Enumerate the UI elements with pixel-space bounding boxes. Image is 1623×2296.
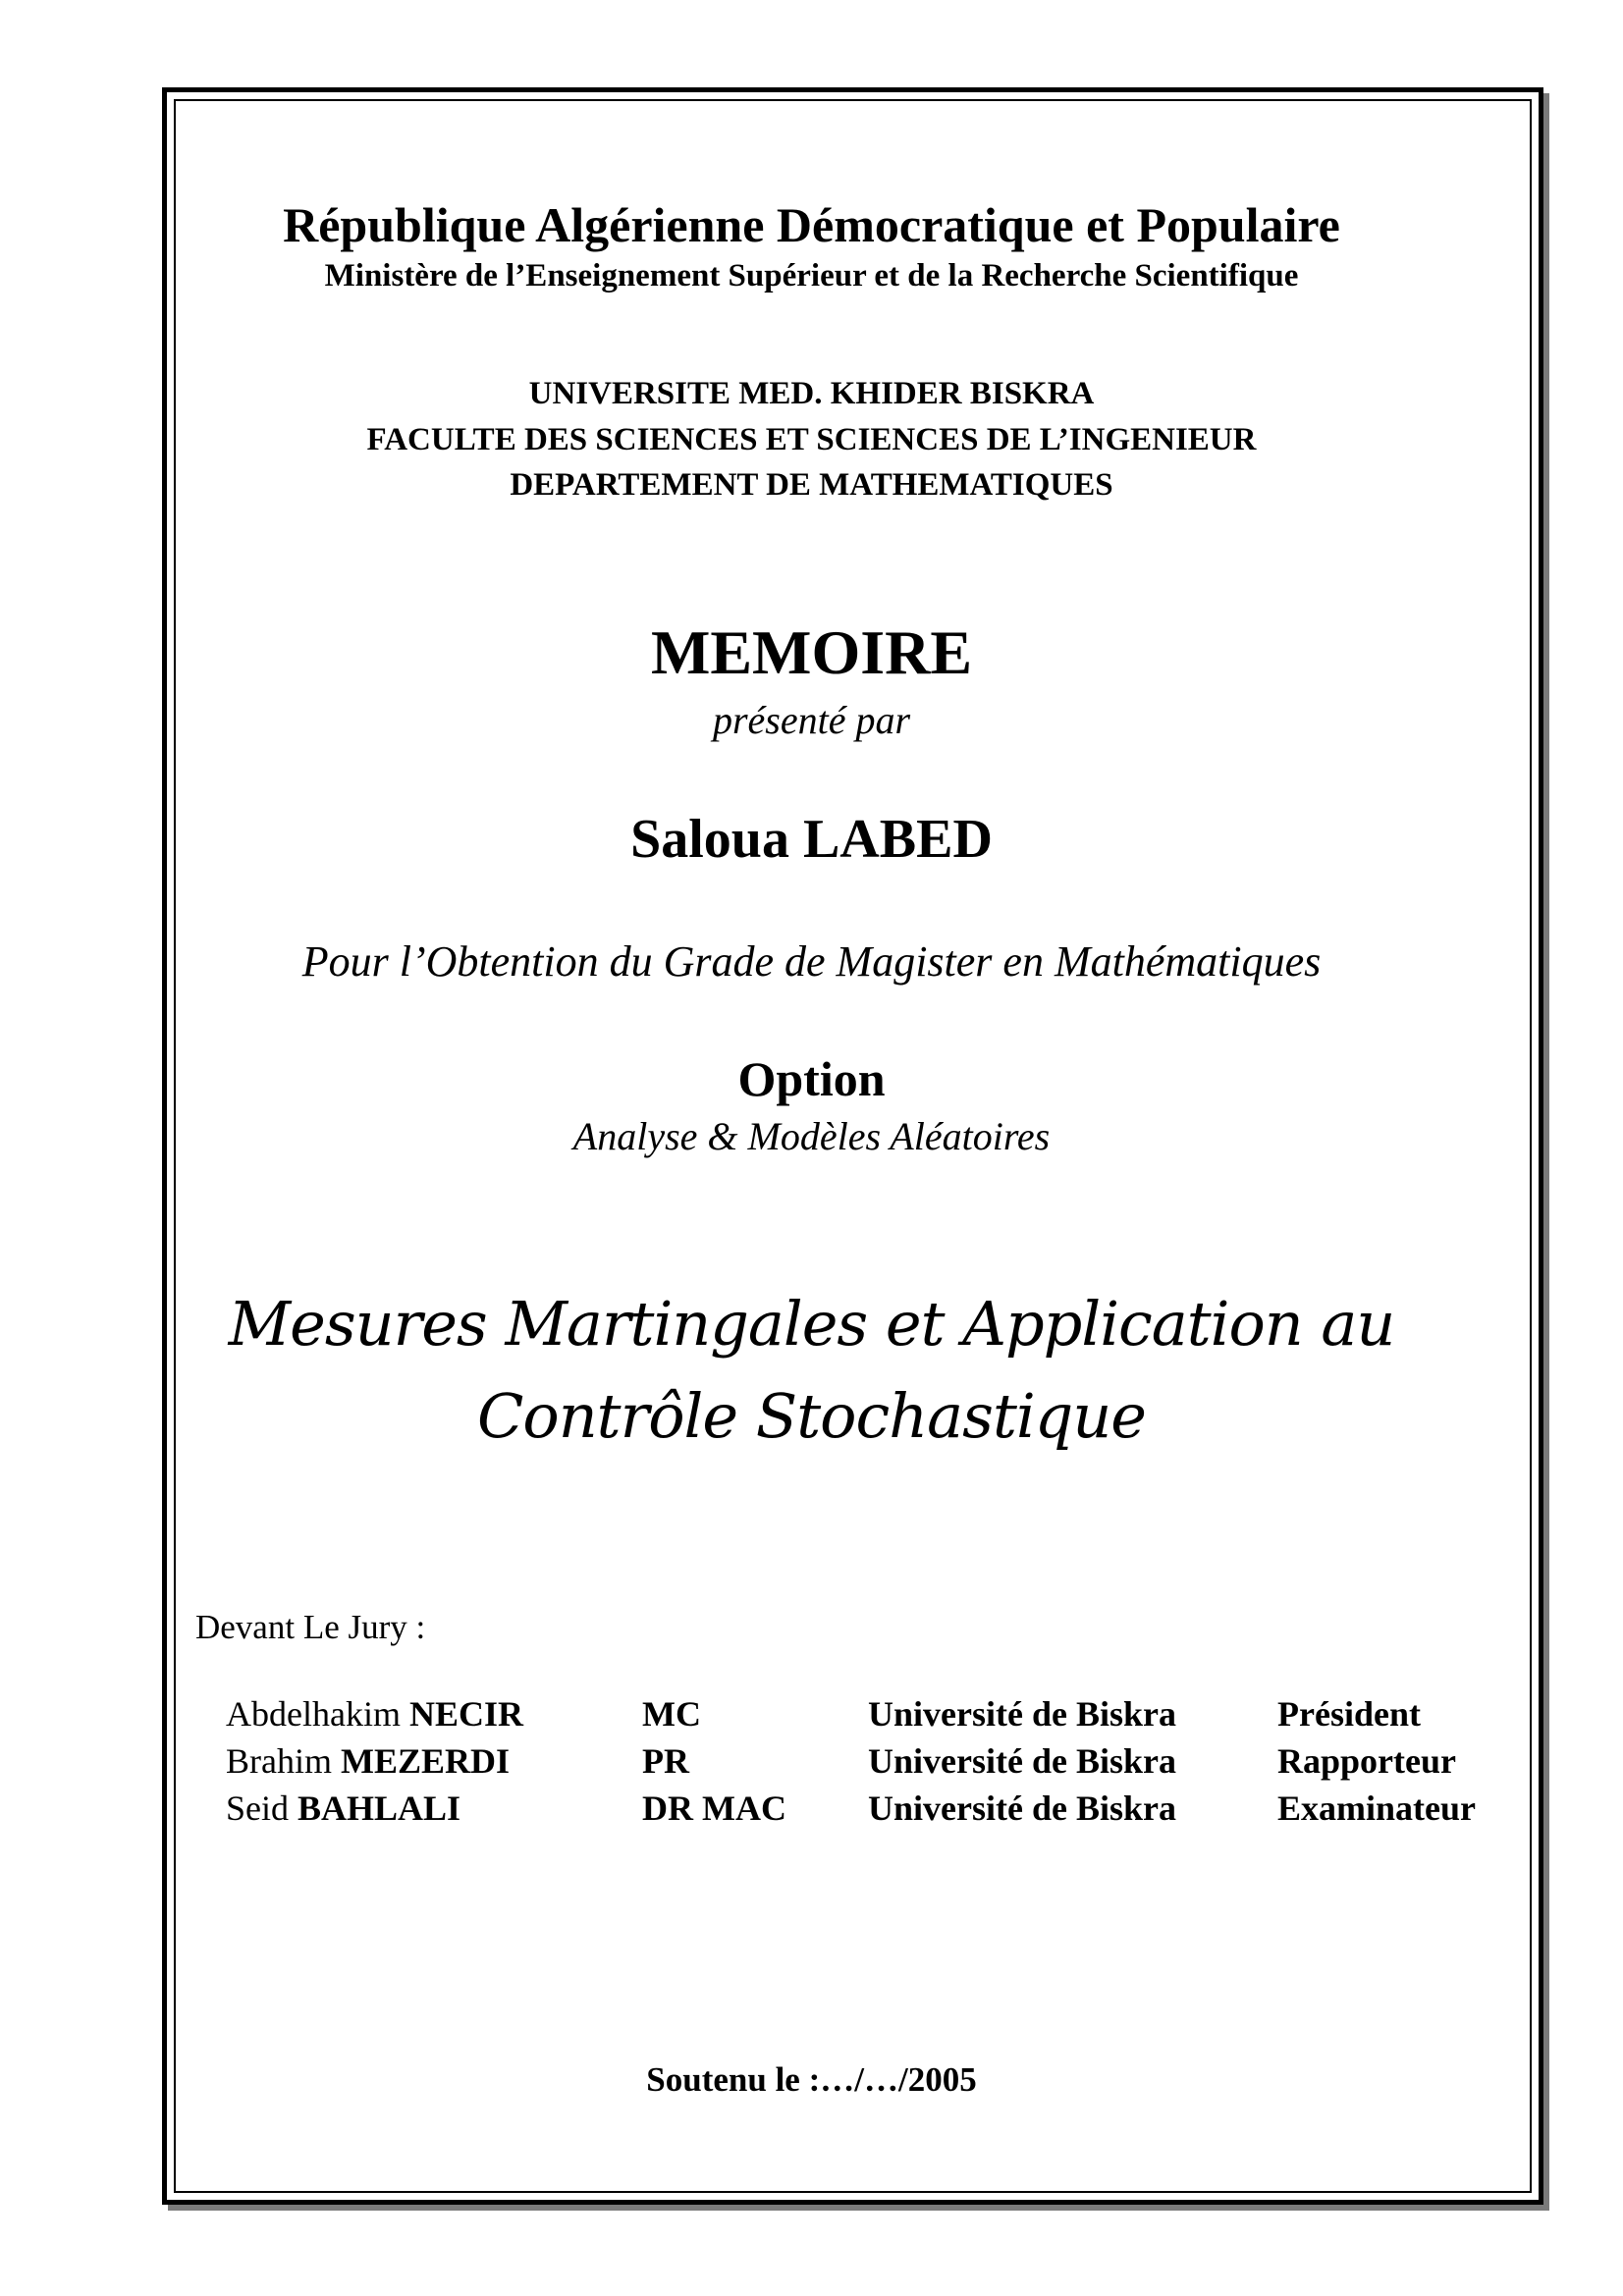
jury-row — [0, 1743, 1623, 1789]
department-name: DEPARTEMENT DE MATHEMATIQUES — [510, 467, 1113, 503]
document-type: MEMOIRE — [650, 617, 973, 687]
defense-date: Soutenu le :…/…/2005 — [646, 2060, 977, 2099]
option-value: Analyse & Modèles Aléatoires — [572, 1114, 1051, 1158]
thesis-title-line1: Mesures Martingales et Application au — [228, 1288, 1395, 1360]
option-label: Option — [737, 1051, 886, 1106]
jury-member-role: Président — [1277, 1694, 1421, 1734]
faculty-name: FACULTE DES SCIENCES ET SCIENCES DE L’INGENIEUR — [366, 422, 1257, 457]
jury-row — [0, 1790, 1623, 1836]
jury-member-grade: MC — [642, 1694, 701, 1734]
university-name: UNIVERSITE MED. KHIDER BISKRA — [528, 376, 1095, 411]
jury-member-name: Brahim MEZERDI — [226, 1741, 511, 1781]
jury-member-university: Université de Biskra — [868, 1694, 1176, 1734]
presented-by: présenté par — [712, 698, 911, 742]
jury-member-role: Rapporteur — [1277, 1741, 1456, 1781]
jury-label: Devant Le Jury : — [195, 1608, 426, 1646]
jury-member-role: Examinateur — [1277, 1789, 1476, 1828]
thesis-title-line2: Contrôle Stochastique — [476, 1380, 1146, 1452]
jury-member-name: Seid BAHLALI — [226, 1789, 461, 1828]
jury-row — [0, 1696, 1623, 1741]
jury-member-name: Abdelhakim NECIR — [226, 1694, 523, 1734]
jury-member-grade: DR MAC — [642, 1789, 786, 1828]
degree-purpose: Pour l’Obtention du Grade de Magister en Mathématiques — [301, 937, 1322, 986]
ministry-line: Ministère de l’Enseignement Supérieur et de la Recherche Scientifique — [324, 258, 1299, 294]
jury-member-university: Université de Biskra — [868, 1789, 1176, 1828]
jury-member-grade: PR — [642, 1741, 689, 1781]
republic-heading: République Algérienne Démocratique et Populaire — [283, 197, 1340, 252]
author-name: Saloua LABED — [630, 809, 993, 870]
jury-member-university: Université de Biskra — [868, 1741, 1176, 1781]
